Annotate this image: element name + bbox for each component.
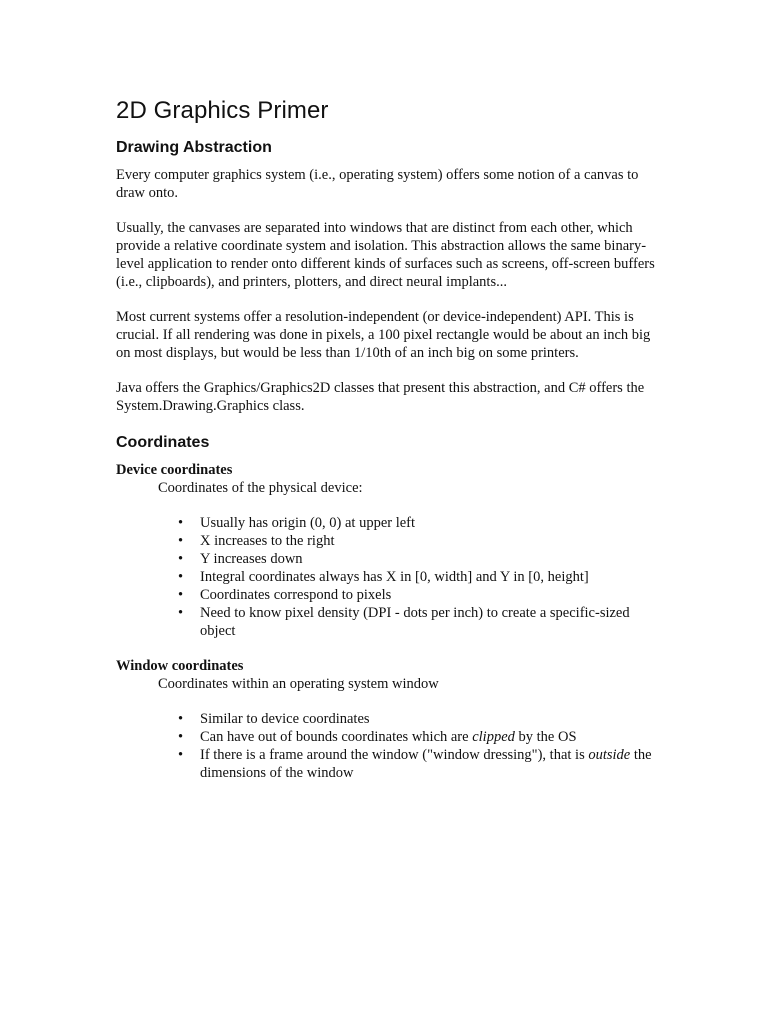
bullet-icon: • bbox=[178, 605, 184, 621]
bullet-icon: • bbox=[178, 747, 184, 763]
page-title: 2D Graphics Primer bbox=[116, 97, 329, 124]
emphasis-text: outside bbox=[588, 747, 631, 763]
list-item bbox=[178, 604, 661, 640]
list-item-text: Usually has origin (0, 0) at upper left bbox=[200, 515, 416, 531]
list-item bbox=[178, 728, 661, 746]
bullet-icon: • bbox=[178, 729, 184, 745]
list-item-text: Y increases down bbox=[200, 551, 303, 567]
document-page bbox=[116, 96, 661, 799]
paragraph: Every computer graphics system (i.e., operating system) offers some notion of a canvas to draw onto. bbox=[116, 167, 639, 201]
list-item bbox=[178, 586, 661, 604]
list-item bbox=[178, 532, 661, 550]
list-item-text: Can have out of bounds coordinates which are bbox=[200, 729, 473, 745]
list-item-text: by the OS bbox=[514, 729, 577, 745]
paragraph: Usually, the canvases are separated into windows that are distinct from each other, which provide a relative coordinate system and isolation. This abstraction allows the same binary-level application to render onto different kinds of surfaces such as screens, off-screen buffers (i.e., clipboards), and printers, plotters, and direct neural implants... bbox=[116, 220, 655, 290]
list-item-text: Coordinates correspond to pixels bbox=[200, 587, 392, 603]
bullet-icon: • bbox=[178, 711, 184, 727]
bullet-list-device-coordinates bbox=[116, 514, 661, 640]
list-item bbox=[178, 514, 661, 532]
bullet-list-window-coordinates bbox=[116, 710, 661, 782]
list-item-text: X increases to the right bbox=[200, 533, 335, 549]
list-item-text: Similar to device coordinates bbox=[200, 711, 370, 727]
section-heading-coordinates: Coordinates bbox=[116, 434, 210, 451]
definition-device-coordinates: Coordinates of the physical device: bbox=[158, 480, 363, 496]
paragraph: Most current systems offer a resolution-independent (or device-independent) API. This is crucial. If all rendering was done in pixels, a 100 pixel rectangle would be about an inch big on most displays, but would be less than 1/10th of an inch big on some printers. bbox=[116, 309, 651, 361]
paragraph: Java offers the Graphics/Graphics2D classes that present this abstraction, and C# offers the System.Drawing.Graphics class. bbox=[116, 380, 645, 414]
emphasis-text: clipped bbox=[472, 729, 515, 745]
list-item bbox=[178, 710, 661, 728]
bullet-icon: • bbox=[178, 569, 184, 585]
list-item-text: the dimensions of the window bbox=[200, 747, 652, 781]
section-heading-drawing-abstraction: Drawing Abstraction bbox=[116, 139, 272, 156]
bullet-icon: • bbox=[178, 515, 184, 531]
bullet-icon: • bbox=[178, 587, 184, 603]
list-item bbox=[178, 746, 661, 782]
term-device-coordinates: Device coordinates bbox=[116, 462, 233, 478]
bullet-icon: • bbox=[178, 533, 184, 549]
definition-window-coordinates: Coordinates within an operating system window bbox=[158, 676, 439, 692]
list-item-text: If there is a frame around the window ("window dressing"), that is bbox=[200, 747, 589, 763]
list-item bbox=[178, 568, 661, 586]
list-item-text: Integral coordinates always has X in [0, width] and Y in [0, height] bbox=[200, 569, 589, 585]
list-item bbox=[178, 550, 661, 568]
term-window-coordinates: Window coordinates bbox=[116, 658, 244, 674]
bullet-icon: • bbox=[178, 551, 184, 567]
list-item-text: Need to know pixel density (DPI - dots per inch) to create a specific-sized object bbox=[200, 605, 630, 639]
